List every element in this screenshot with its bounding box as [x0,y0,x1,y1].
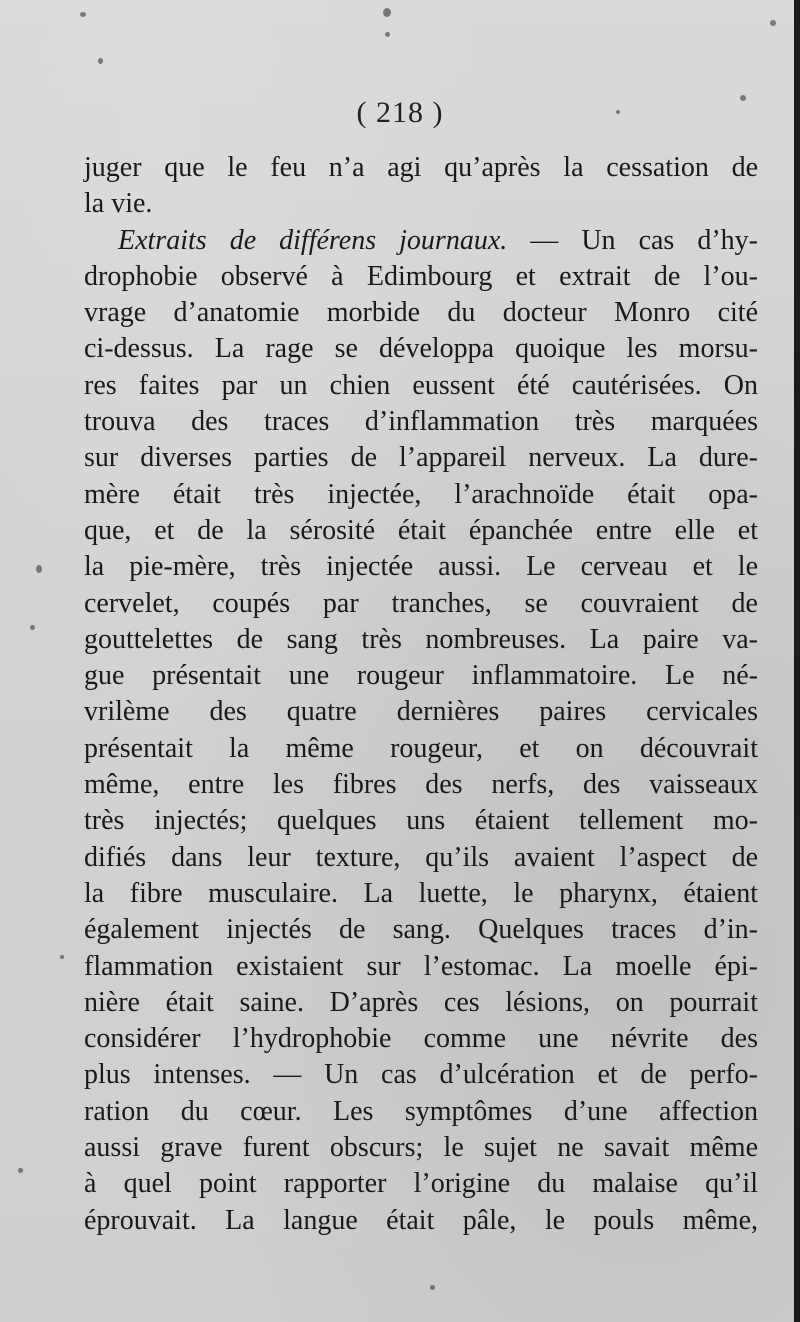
bleed-through-mark [520,1238,525,1259]
scan-speck [385,32,390,37]
scan-speck [30,625,35,630]
text-line: flammation existaient sur l’estomac. La moelle épi- [84,950,758,982]
page-edge-shadow [794,0,800,1322]
scan-speck [80,12,86,17]
text-line: ci-dessus. La rage se développa quoique les morsu- [84,333,758,365]
text-line: considérer l’hydrophobie comme une névrite des [84,1023,758,1055]
text-line: mère était très injectée, l’arachnoïde était opa- [84,478,758,510]
text-line: à quel point rapporter l’origine du malaise qu’il [84,1168,758,1200]
text-line: sur diverses parties de l’appareil nerveux. La dure- [84,442,758,474]
text-line: présentait la même rougeur, et on découvrait [84,732,758,764]
text-line: Extraits de différens journaux. — Un cas d’hy- [118,224,759,256]
scan-speck [770,20,776,26]
text-line: trouva des traces d’inflammation très marquées [84,406,758,438]
text-line: également injectés de sang. Quelques traces d’in- [84,914,758,946]
text-line: difiés dans leur texture, qu’ils avaient l’aspect de [84,841,758,873]
text-line: aussi grave furent obscurs; le sujet ne savait même [84,1132,758,1164]
scan-speck [430,1285,435,1290]
scan-speck [383,8,391,17]
scan-speck [36,565,42,573]
text-line: nière était saine. D’après ces lésions, on pourrait [84,986,758,1018]
scan-speck [60,955,64,959]
text-line: que, et de la sérosité était épanchée entre elle et [84,514,758,546]
text-line: vrilème des quatre dernières paires cervicales [84,696,758,728]
page-number: ( 218 ) [356,96,444,129]
section-heading: Extraits de différens journaux. [118,224,508,256]
scan-speck [18,1168,23,1173]
text-line: plus intenses. — Un cas d’ulcération et de perfo- [84,1059,758,1091]
text-line: res faites par un chien eussent été cautérisées. On [84,369,758,401]
text-line: la pie-mère, très injectée aussi. Le cerveau et le [84,551,758,583]
text-line: juger que le feu n’a agi qu’après la cessation de [84,152,758,183]
body-text [84,150,758,1239]
text-line: la fibre musculaire. La luette, le pharynx, étaient [84,877,758,909]
text-line: vrage d’anatomie morbide du docteur Monro cité [84,297,758,329]
text-line: gue présentait une rougeur inflammatoire. Le né- [84,660,758,692]
text-line: très injectés; quelques uns étaient tellement mo- [84,805,758,837]
text-line: ration du cœur. Les symptômes d’une affection [84,1095,758,1127]
scan-speck [98,58,103,64]
text-line: éprouvait. La langue était pâle, le pouls même, [84,1204,758,1236]
text-line: cervelet, coupés par tranches, se couvraient de [84,587,758,619]
text-line: gouttelettes de sang très nombreuses. La paire va- [84,623,758,655]
text-line: drophobie observé à Edimbourg et extrait de l’ou- [84,260,758,292]
text-line: la vie. [84,188,153,220]
text-line: même, entre les fibres des nerfs, des vaisseaux [84,769,758,801]
